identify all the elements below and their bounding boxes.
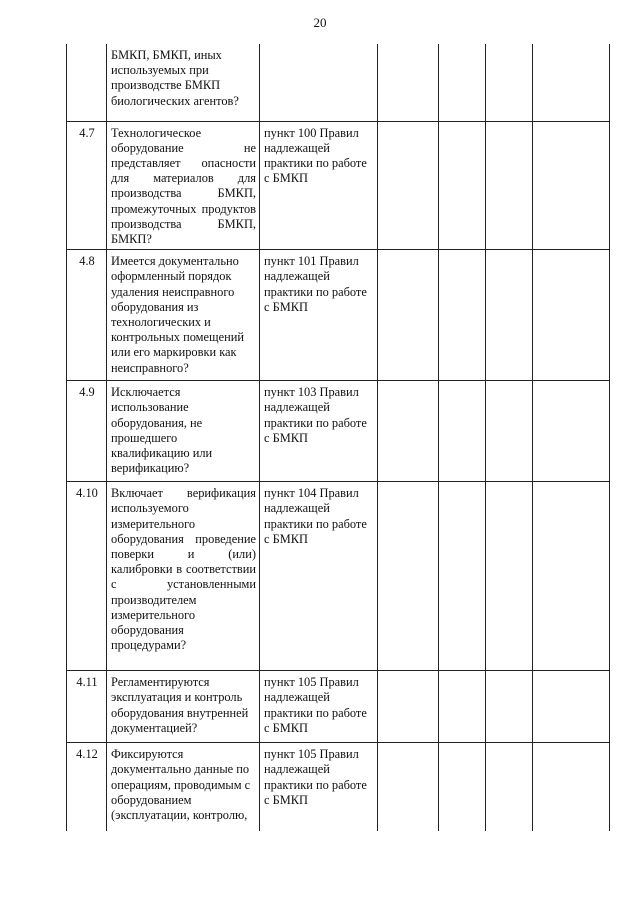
question-text: Исключается использование оборудования, не прошедшего квалификацию или верификацию? — [107, 381, 260, 482]
item-number — [67, 44, 107, 121]
notes-cell[interactable] — [533, 44, 610, 121]
answer-na-cell[interactable] — [486, 250, 533, 381]
legal-reference: пункт 103 Правил надлежащей практики по работе с БМКП — [260, 381, 378, 482]
item-number: 4.9 — [67, 381, 107, 482]
table-row — [67, 250, 610, 381]
answer-yes-cell[interactable] — [378, 671, 439, 743]
answer-no-cell[interactable] — [439, 250, 486, 381]
answer-na-cell[interactable] — [486, 671, 533, 743]
table-row — [67, 482, 610, 671]
notes-cell[interactable] — [533, 121, 610, 250]
answer-na-cell[interactable] — [486, 482, 533, 671]
legal-reference: пункт 104 Правил надлежащей практики по работе с БМКП — [260, 482, 378, 671]
item-number: 4.7 — [67, 121, 107, 250]
answer-yes-cell[interactable] — [378, 250, 439, 381]
answer-na-cell[interactable] — [486, 381, 533, 482]
legal-reference: пункт 100 Правил надлежащей практики по работе с БМКП — [260, 121, 378, 250]
question-text: Включает верификация используемого измерительного оборудования проведение поверки и (или) калибровки в соответствии с установленными производителем измерительного оборудования процедурами? — [107, 482, 260, 671]
answer-na-cell[interactable] — [486, 121, 533, 250]
item-number: 4.10 — [67, 482, 107, 671]
notes-cell[interactable] — [533, 482, 610, 671]
legal-reference — [260, 44, 378, 121]
legal-reference: пункт 105 Правил надлежащей практики по работе с БМКП — [260, 743, 378, 831]
checklist-table — [66, 44, 610, 831]
answer-no-cell[interactable] — [439, 671, 486, 743]
table-row — [67, 44, 610, 121]
notes-cell[interactable] — [533, 250, 610, 381]
notes-cell[interactable] — [533, 381, 610, 482]
question-text: Технологическое оборудование не представляет опасности для материалов для производства БМКП, промежуточных продуктов производства БМКП, БМКП? — [107, 121, 260, 250]
answer-na-cell[interactable] — [486, 44, 533, 121]
legal-reference: пункт 105 Правил надлежащей практики по работе с БМКП — [260, 671, 378, 743]
question-text: Фиксируются документально данные по операциям, проводимым с оборудованием (эксплуатации, контролю, — [107, 743, 260, 831]
legal-reference: пункт 101 Правил надлежащей практики по работе с БМКП — [260, 250, 378, 381]
notes-cell[interactable] — [533, 743, 610, 831]
answer-na-cell[interactable] — [486, 743, 533, 831]
item-number: 4.12 — [67, 743, 107, 831]
table-row — [67, 743, 610, 831]
answer-yes-cell[interactable] — [378, 743, 439, 831]
item-number: 4.8 — [67, 250, 107, 381]
question-text: Имеется документально оформленный порядок удаления неисправного оборудования из технологических и контрольных помещений или его маркировки как неисправного? — [107, 250, 260, 381]
page-number: 20 — [313, 15, 327, 30]
answer-no-cell[interactable] — [439, 743, 486, 831]
item-number: 4.11 — [67, 671, 107, 743]
answer-yes-cell[interactable] — [378, 44, 439, 121]
answer-yes-cell[interactable] — [378, 381, 439, 482]
table-row — [67, 381, 610, 482]
table-row — [67, 671, 610, 743]
table-row — [67, 121, 610, 250]
answer-no-cell[interactable] — [439, 381, 486, 482]
answer-no-cell[interactable] — [439, 482, 486, 671]
answer-no-cell[interactable] — [439, 121, 486, 250]
answer-yes-cell[interactable] — [378, 482, 439, 671]
notes-cell[interactable] — [533, 671, 610, 743]
question-text: Регламентируются эксплуатация и контроль оборудования внутренней документацией? — [107, 671, 260, 743]
answer-no-cell[interactable] — [439, 44, 486, 121]
answer-yes-cell[interactable] — [378, 121, 439, 250]
question-text: БМКП, БМКП, иных используемых при производстве БМКП биологических агентов? — [107, 44, 260, 121]
